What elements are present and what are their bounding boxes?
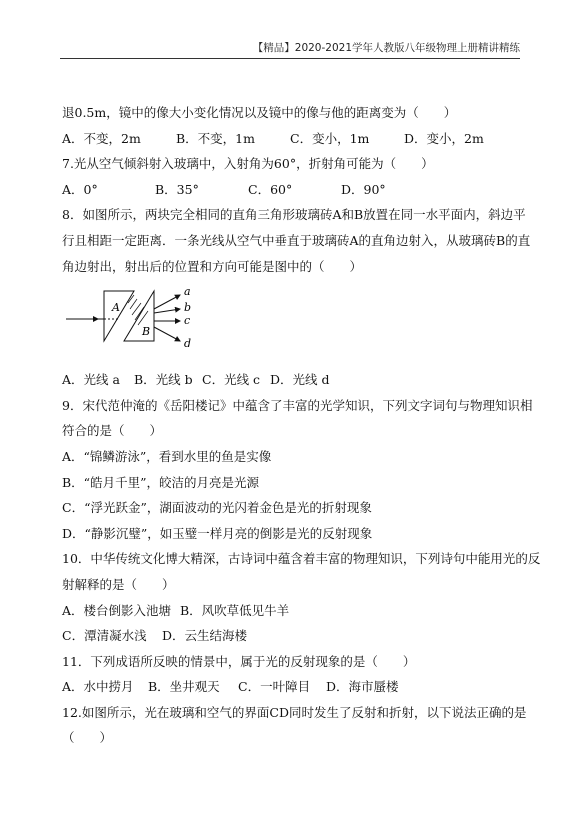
q7-option-b[interactable]: B．35° [155,181,199,197]
q10-stem-line-1: 10．中华传统文化博大精深，古诗词中蕴含着丰富的物理知识，下列诗句中能用光的反 [62,551,541,567]
q6-option-b[interactable]: B．不变，1m [176,130,255,146]
label-b-prism: B [142,325,151,339]
label-a-prism: A [112,301,120,315]
q11-option-b[interactable]: B．坐井观天 [148,679,220,695]
label-ray-a: a [184,285,191,299]
q9-choice-d[interactable]: D．“静影沉璧”，如玉璧一样月亮的倒影是光的反射现象 [62,525,373,541]
prism-a [104,291,134,341]
q8-options [62,367,520,393]
q7-options [62,177,520,203]
q10-options-row-2 [62,623,520,649]
label-ray-d: d [184,337,192,351]
q8-stem-line-2: 行且相距一定距离．一条光线从空气中垂直于玻璃砖A的直角边射入，从玻璃砖B的直 [62,232,531,248]
q9-choice-b[interactable]: B．“皓月千里”，皎洁的月亮是光源 [62,474,259,490]
q7-option-a[interactable]: A．0° [62,181,98,197]
q10-stem-line-2: 射解释的是（ ） [62,576,175,592]
ray-a [154,295,180,309]
q6-option-a[interactable]: A．不变，2m [62,130,141,146]
label-ray-b: b [184,301,192,315]
prism-diagram [62,279,222,367]
label-ray-c: c [184,314,191,328]
q11-option-d[interactable]: D．海市蜃楼 [326,679,399,695]
q8-option-b[interactable]: B．光线 b [134,372,193,388]
q10-option-b[interactable]: B．风吹草低见牛羊 [180,602,290,618]
q7-stem: 7.光从空气倾斜射入玻璃中，入射角为60°，折射角可能为（ ） [62,156,434,172]
q8-option-c[interactable]: C．光线 c [202,372,261,388]
q10-option-c[interactable]: C．潭清凝水浅 [62,628,147,644]
q11-options [62,674,520,700]
q11-option-a[interactable]: A．水中捞月 [62,679,134,695]
q8-prism-figure [62,279,520,367]
q6-option-c[interactable]: C．变小，1m [290,130,370,146]
q10-option-d[interactable]: D．云生结海楼 [162,628,248,644]
q9-stem-line-2: 符合的是（ ） [62,423,163,439]
q6-options [62,126,520,152]
q12-stem-line-1: 12.如图所示，光在玻璃和空气的界面CD同时发生了反射和折射，以下说法正确的是 [62,704,527,720]
question-content [62,100,541,751]
q8-option-d[interactable]: D．光线 d [270,372,330,388]
q7-option-d[interactable]: D．90° [341,181,386,197]
q9-choice-a[interactable]: A．“锦鳞游泳”，看到水里的鱼是实像 [62,448,272,464]
page-header: 【精品】2020-2021学年人教版八年级物理上册精讲精练 [252,42,520,54]
q10-option-a[interactable]: A．楼台倒影入池塘 [62,602,172,618]
ray-b [154,309,180,313]
q11-option-c[interactable]: C．一叶障目 [238,679,311,695]
q8-option-a[interactable]: A．光线 a [62,372,120,388]
q10-options-row-1 [62,598,520,624]
header-divider [60,58,520,59]
q8-stem-line-3: 角边射出，射出后的位置和方向可能是图中的（ ） [62,258,363,274]
q12-stem-line-2: （ ） [62,730,113,746]
ray-d [154,327,180,341]
q9-stem-line-1: 9．宋代范仲淹的《岳阳楼记》中蕴含了丰富的光学知识，下列文字词句与物理知识相 [62,397,533,413]
q6-tail-text: 退0.5m，镜中的像大小变化情况以及镜中的像与他的距离变为（ ） [62,105,457,120]
q11-stem: 11．下列成语所反映的情景中，属于光的反射现象的是（ ） [62,653,416,669]
q6-option-d[interactable]: D．变小，2m [404,130,484,146]
q8-stem-line-1: 8．如图所示，两块完全相同的直角三角形玻璃砖A和B放置在同一水平面内，斜边平 [62,207,526,223]
q9-choice-c[interactable]: C．“浮光跃金”，湖面波动的光闪着金色是光的折射现象 [62,500,372,516]
q7-option-c[interactable]: C．60° [248,181,293,197]
